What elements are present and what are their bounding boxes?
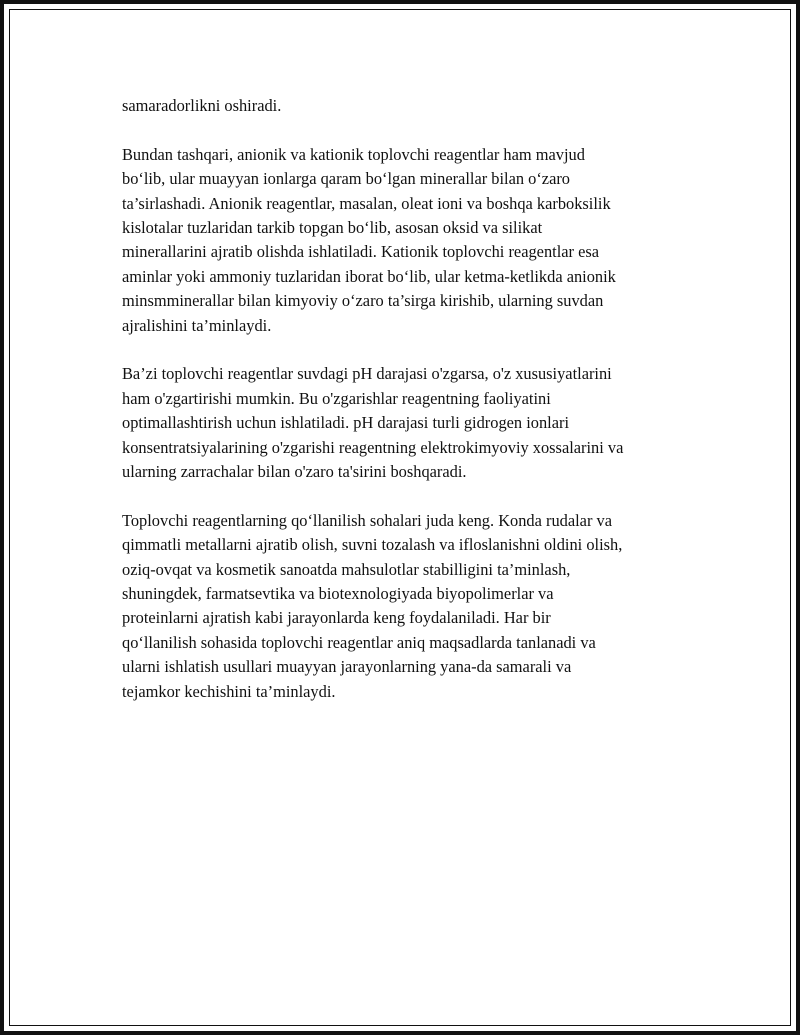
text-line: samaradorlikni oshiradi. <box>122 96 282 115</box>
text-line: ularning zarrachalar bilan o'zaro ta'sirini boshqaradi. <box>122 462 467 482</box>
text-line: Bundan tashqari, anionik va kationik toplovchi reagentlar ham mavjud <box>122 144 585 164</box>
text-line: aminlar yoki ammoniy tuzlaridan iborat bo‘lib, ular ketma-ketlikda anionik <box>122 266 616 286</box>
paragraph-2 <box>122 143 702 338</box>
text-line: qo‘llanilish sohasida toplovchi reagentlar aniq maqsadlarda tanlanadi va <box>122 632 596 652</box>
paragraph-3 <box>122 362 702 484</box>
text-line: bo‘lib, ular muayyan ionlarga qaram bo‘lgan minerallar bilan o‘zaro <box>122 169 570 189</box>
text-line: kislotalar tuzlaridan tarkib topgan bo‘lib, asosan oksid va silikat <box>122 218 543 238</box>
text-line: minerallarini ajratib olishda ishlatiladi. Kationik toplovchi reagentlar esa <box>122 242 600 262</box>
paragraph-4 <box>122 509 702 704</box>
document-body <box>122 94 702 729</box>
text-line: ta’sirlashadi. Anionik reagentlar, masalan, oleat ioni va boshqa karboksilik <box>122 193 611 213</box>
text-line: minsmminerallar bilan kimyoviy o‘zaro ta’sirga kirishib, ularning suvdan <box>122 291 604 311</box>
text-line: Toplovchi reagentlarning qo‘llanilish sohalari juda keng. Konda rudalar va <box>122 510 612 530</box>
text-line: tejamkor kechishini ta’minlaydi. <box>122 681 336 701</box>
paragraph-1 <box>122 94 702 118</box>
text-line: optimallashtirish uchun ishlatiladi. pH darajasi turli gidrogen ionlari <box>122 413 570 433</box>
text-line: Ba’zi toplovchi reagentlar suvdagi pH darajasi o'zgarsa, o'z xususiyatlarini <box>122 364 612 384</box>
text-line: oziq-ovqat va kosmetik sanoatda mahsulotlar stabilligini ta’minlash, <box>122 559 571 579</box>
text-line: ularni ishlatish usullari muayyan jarayonlarning yana-da samarali va <box>122 657 572 677</box>
text-line: ham o'zgartirishi mumkin. Bu o'zgarishlar reagentning faoliyatini <box>122 388 551 408</box>
text-line: ajralishini ta’minlaydi. <box>122 315 272 335</box>
text-line: shuningdek, farmatsevtika va biotexnologiyada biyopolimerlar va <box>122 584 554 604</box>
text-line: konsentratsiyalarining o'zgarishi reagentning elektrokimyoviy xossalarini va <box>122 437 624 457</box>
text-line: proteinlarni ajratish kabi jarayonlarda keng foydalaniladi. Har bir <box>122 608 551 628</box>
text-line: qimmatli metallarni ajratib olish, suvni tozalash va ifloslanishni oldini olish, <box>122 535 623 555</box>
